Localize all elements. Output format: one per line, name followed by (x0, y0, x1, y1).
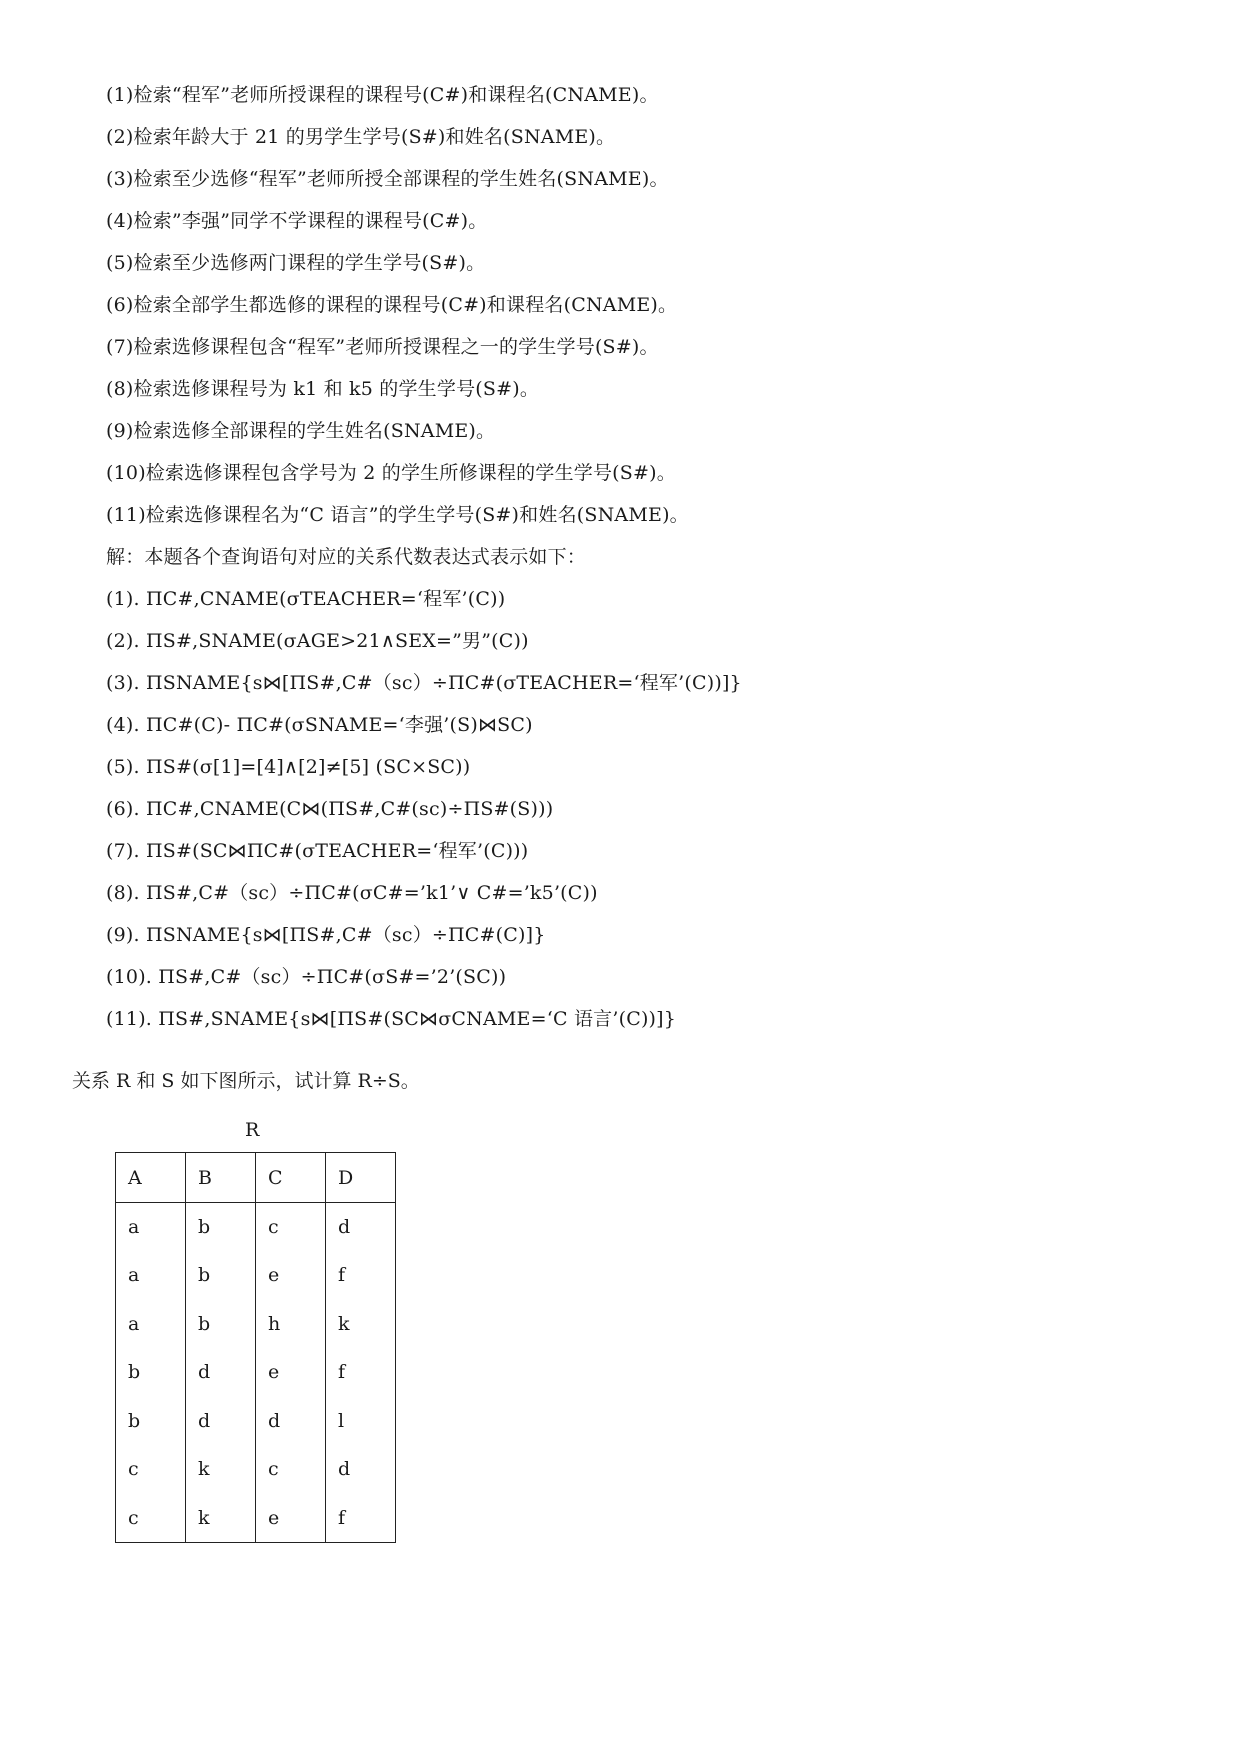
table-cell: a (116, 1300, 186, 1349)
question-line: (8)检索选修课程号为 k1 和 k5 的学生学号(S#)。 (106, 378, 540, 400)
table-row (116, 1348, 396, 1397)
table-cell: c (116, 1494, 186, 1543)
answer-line: (11). ΠS#,SNAME{s⋈[ΠS#(SC⋈σCNAME=‘C 语言’(C))]} (106, 1008, 677, 1030)
question-line: (2)检索年龄大于 21 的男学生学号(S#)和姓名(SNAME)。 (106, 126, 616, 148)
table-cell: c (116, 1445, 186, 1494)
table-cell: b (116, 1397, 186, 1446)
table-cell: b (186, 1203, 256, 1252)
table-cell: b (186, 1251, 256, 1300)
answer-intro: 解：本题各个查询语句对应的关系代数表达式表示如下： (106, 546, 587, 568)
table-cell: d (326, 1445, 396, 1494)
answer-line: (4). ΠC#(C)- ΠC#(σSNAME=‘李强’(S)⋈SC) (106, 714, 533, 736)
table-cell: f (326, 1494, 396, 1543)
table-row (116, 1203, 396, 1252)
answer-line: (2). ΠS#,SNAME(σAGE>21∧SEX=”男”(C)) (106, 630, 529, 652)
answer-line: (8). ΠS#,C#（sc）÷ΠC#(σC#=’k1’∨ C#=’k5’(C)) (106, 882, 598, 904)
answer-line: (10). ΠS#,C#（sc）÷ΠC#(σS#=’2’(SC)) (106, 966, 507, 988)
table-cell: c (256, 1445, 326, 1494)
table-row (116, 1494, 396, 1543)
table-cell: d (326, 1203, 396, 1252)
table-header-row (116, 1153, 396, 1203)
table-cell: e (256, 1494, 326, 1543)
question-line: (4)检索”李强”同学不学课程的课程号(C#)。 (106, 210, 488, 232)
table-row (116, 1300, 396, 1349)
question-line: (6)检索全部学生都选修的课程的课程号(C#)和课程名(CNAME)。 (106, 294, 678, 316)
answer-line: (9). ΠSNAME{s⋈[ΠS#,C#（sc）÷ΠC#(C)]} (106, 924, 546, 946)
table-cell: k (326, 1300, 396, 1349)
table-cell: h (256, 1300, 326, 1349)
table-cell: d (186, 1348, 256, 1397)
question-line: (11)检索选修课程名为“C 语言”的学生学号(S#)和姓名(SNAME)。 (106, 504, 689, 526)
column-header: C (256, 1153, 326, 1203)
question-line: (1)检索“程军”老师所授课程的课程号(C#)和课程名(CNAME)。 (106, 84, 659, 106)
problem-text: 关系 R 和 S 如下图所示，试计算 R÷S。 (72, 1070, 420, 1092)
answer-line: (6). ΠC#,CNAME(C⋈(ΠS#,C#(sc)÷ΠS#(S))) (106, 798, 554, 820)
table-cell: b (186, 1300, 256, 1349)
table-caption: R (245, 1119, 260, 1141)
table-cell: f (326, 1251, 396, 1300)
table-cell: a (116, 1203, 186, 1252)
table-row (116, 1251, 396, 1300)
table-cell: b (116, 1348, 186, 1397)
answer-line: (3). ΠSNAME{s⋈[ΠS#,C#（sc）÷ΠC#(σTEACHER=‘程军’(C))]} (106, 672, 742, 694)
column-header: A (116, 1153, 186, 1203)
question-line: (10)检索选修课程包含学号为 2 的学生所修课程的学生学号(S#)。 (106, 462, 676, 484)
answer-line: (7). ΠS#(SC⋈ΠC#(σTEACHER=‘程军’(C))) (106, 840, 529, 862)
answer-line: (5). ΠS#(σ[1]=[4]∧[2]≠[5] (SC×SC)) (106, 756, 471, 778)
table-cell: a (116, 1251, 186, 1300)
table-cell: d (186, 1397, 256, 1446)
answer-line: (1). ΠC#,CNAME(σTEACHER=‘程军’(C)) (106, 588, 506, 610)
table-cell: k (186, 1494, 256, 1543)
question-line: (5)检索至少选修两门课程的学生学号(S#)。 (106, 252, 486, 274)
question-line: (3)检索至少选修“程军”老师所授全部课程的学生姓名(SNAME)。 (106, 168, 669, 190)
column-header: D (326, 1153, 396, 1203)
table-cell: k (186, 1445, 256, 1494)
table-cell: d (256, 1397, 326, 1446)
table-row (116, 1397, 396, 1446)
table-row (116, 1445, 396, 1494)
table-cell: c (256, 1203, 326, 1252)
table-cell: e (256, 1348, 326, 1397)
question-line: (7)检索选修课程包含“程军”老师所授课程之一的学生学号(S#)。 (106, 336, 659, 358)
relation-r-table (115, 1152, 396, 1543)
table-cell: f (326, 1348, 396, 1397)
table-cell: e (256, 1251, 326, 1300)
column-header: B (186, 1153, 256, 1203)
question-line: (9)检索选修全部课程的学生姓名(SNAME)。 (106, 420, 496, 442)
table-cell: l (326, 1397, 396, 1446)
